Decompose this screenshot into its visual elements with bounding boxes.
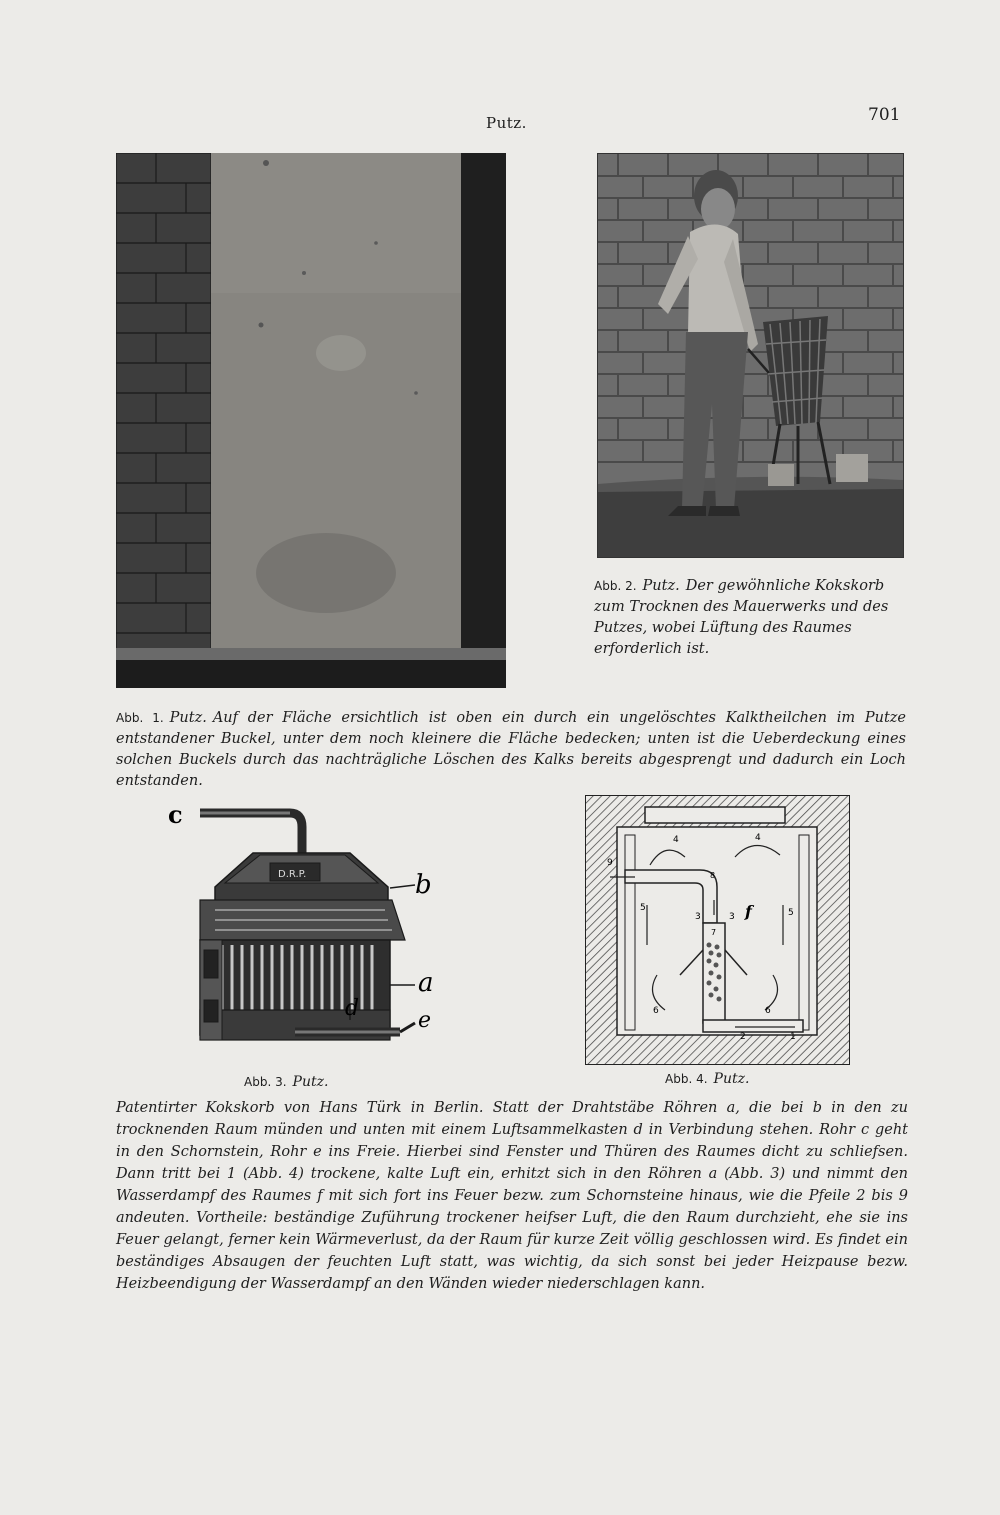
fig4-label-1: 1 [790,1032,796,1042]
fig4-label-3b: 3 [729,912,735,922]
fig4-label-5a: 5 [640,903,646,913]
fig4-label-6b: 6 [765,1006,771,1016]
fig4-label-8: 8 [710,871,716,880]
fig4-label-4b: 4 [755,833,761,843]
page-number: 701 [868,105,901,125]
figure-4-abb-label: Abb. 4. [665,1072,708,1086]
figure-2-title: Putz. [642,578,680,594]
figure-4-diagram [585,795,850,1065]
fig3-plate-label: D.R.P. [278,869,307,880]
fig4-label-4a: 4 [673,835,679,845]
figure-3-engraving [160,795,460,1070]
fig4-label-3a: 3 [695,912,701,922]
figure-3-caption [244,1072,328,1093]
air-flow-section-diagram-icon [585,795,850,1065]
fig3-label-a: a [418,968,434,998]
fig4-label-9: 9 [607,858,613,868]
man-with-coke-basket-photo-icon [598,154,903,557]
fig4-label-7: 7 [711,928,717,937]
figure-1-title: Putz. [169,710,207,726]
main-paragraph: Patentirter Kokskorb von Hans Türk in Berlin. Statt der Drahtstäbe Röhren a, die bei b in den zu trocknenden Raum münden und unten mit einem Luftsammelkasten d in Verbindung stehen. Rohr c geht in den Schornstein, Rohr e ins Freie. Hierbei sind Fenster und Thüren des Raumes dicht zu schliefsen. Dann tritt bei 1 (Abb. 4) trockene, kalte Luft ein, erhitzt sich in den Röhren a (Abb. 3) und nimmt den Wasserdampf des Raumes f mit sich fort ins Feuer bezw. zum Schornsteine hinaus, wie die Pfeile 2 bis 9 andeuten. Vortheile: beständige Zuführung trockener heifser Luft, die den Raum durchzieht, ehe sie ins Feuer gelangt, ferner kein Wärmeverlust, da der Raum für kurze Zeit völlig geschlossen wird. Es findet ein beständiges Absaugen der feuchten Luft statt, was wichtig, da sich sonst bei jeder Heizpause bezw. Heizbeendigung der Wasserdampf an den Wänden wieder niederschlagen kann. [116,1100,908,1292]
figure-2-photo [597,153,904,558]
patent-coke-basket-engraving-icon [160,795,460,1070]
fig4-label-6a: 6 [653,1006,659,1016]
figure-4-caption [665,1069,749,1090]
figure-2-caption [594,576,904,660]
running-header: Putz. [486,114,527,132]
fig4-label-f: f [745,902,752,921]
fig3-label-b: b [415,870,432,900]
figure-3-title: Putz. [292,1074,329,1090]
figure-1-abb-label: Abb. 1. [116,711,164,725]
fig3-label-c: c [168,800,183,829]
fig3-label-e: e [418,1008,432,1033]
fig4-label-2: 2 [740,1032,746,1042]
figure-3-abb-label: Abb. 3. [244,1075,287,1089]
figure-1-caption [116,708,906,792]
fig4-label-5b: 5 [788,908,794,918]
figure-1-photo [116,153,506,688]
plaster-wall-photo-icon [116,153,506,688]
fig3-label-d: d [345,996,360,1021]
figure-4-title: Putz. [713,1071,750,1087]
figure-1-caption-text: Auf der Fläche ersichtlich ist oben ein durch ein ungelöschtes Kalktheilchen im Putze entstandener Buckel, unter dem noch kleinere die Fläche bedecken; unten ist die Ueberdeckung eines solchen Buckels durch das nachträgliche Löschen des Kalks bereits abgesprengt und dadurch ein Loch entstanden. [116,710,906,789]
figure-2-caption-text: Der gewöhnliche Kokskorb zum Trocknen des Mauerwerks und des Putzes, wobei Lüftung des Raumes erforderlich ist. [594,578,889,657]
figure-2-abb-label: Abb. 2. [594,579,637,593]
